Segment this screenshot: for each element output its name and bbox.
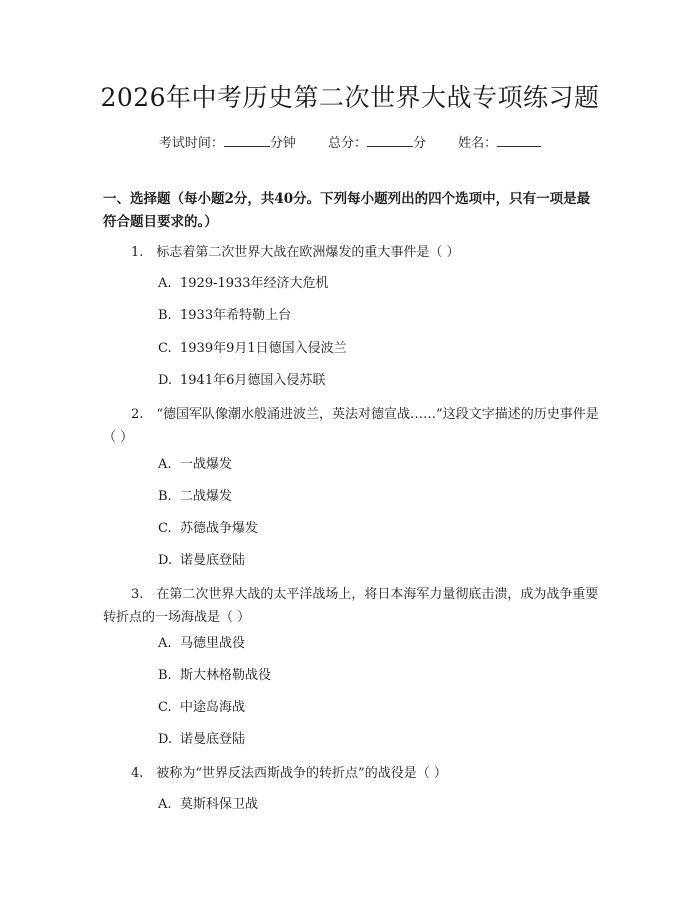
total-score-unit: 分 <box>413 136 427 151</box>
question-2-option-d[interactable] <box>158 551 245 571</box>
question-3-option-b[interactable] <box>158 666 271 686</box>
option-letter: B. <box>158 308 172 323</box>
option-text: 二战爆发 <box>180 489 233 504</box>
student-name-blank[interactable] <box>497 133 541 147</box>
section-heading: 一、选择题（每小题2分，共40分。下列每小题列出的四个选项中，只有一项是最符合题目要求的。） <box>103 191 591 230</box>
question-4-stem: 4. 被称为“世界反法西斯战争的转折点”的战役是（ ） <box>131 766 447 781</box>
total-score-field <box>328 133 426 153</box>
option-text: 马德里战役 <box>180 636 246 651</box>
option-letter: C. <box>158 700 172 715</box>
option-letter: A. <box>158 457 172 472</box>
student-name-field <box>458 133 541 153</box>
exam-time-unit: 分钟 <box>269 136 296 151</box>
option-letter: A. <box>158 636 172 651</box>
question-2-option-c[interactable] <box>158 519 258 539</box>
option-letter: D. <box>158 732 173 747</box>
option-text: 斯大林格勒战役 <box>180 668 272 683</box>
exam-time-blank[interactable] <box>224 133 270 147</box>
option-text: 中途岛海战 <box>180 700 246 715</box>
option-letter: C. <box>158 341 172 356</box>
option-text: 1933年希特勒上台 <box>180 308 292 323</box>
option-letter: B. <box>158 489 172 504</box>
option-letter: B. <box>158 668 172 683</box>
question-1-option-a[interactable] <box>158 274 329 294</box>
total-score-blank[interactable] <box>367 133 413 147</box>
total-score-label: 总分： <box>327 136 367 151</box>
question-3-option-d[interactable] <box>158 730 245 750</box>
question-2-stem: 2. “德国军队像潮水般涌进波兰，英法对德宣战……”这段文字描述的历史事件是（ ） <box>103 407 599 445</box>
option-text: 苏德战争爆发 <box>180 521 259 536</box>
option-letter: A. <box>158 797 172 812</box>
exam-time-label: 考试时间： <box>158 136 224 151</box>
question-4-option-a[interactable] <box>158 795 258 815</box>
page-title: 2026年中考历史第二次世界大战专项练习题 <box>100 83 600 112</box>
question-2-option-a[interactable] <box>158 455 232 475</box>
option-letter: A. <box>158 276 172 291</box>
question-1-option-c[interactable] <box>158 339 347 359</box>
question-3-option-c[interactable] <box>158 698 245 718</box>
question-3-option-a[interactable] <box>158 634 245 654</box>
option-text: 1941年6月德国入侵苏联 <box>180 373 326 388</box>
option-text: 1929-1933年经济大危机 <box>180 276 329 291</box>
option-text: 一战爆发 <box>180 457 233 472</box>
option-text: 诺曼底登陆 <box>180 732 246 747</box>
option-letter: D. <box>158 553 173 568</box>
question-3-stem: 3. 在第二次世界大战的太平洋战场上，将日本海军力量彻底击溃，成为战争重要转折点的一场海战是（ ） <box>103 587 599 625</box>
question-1-option-d[interactable] <box>158 371 325 391</box>
exam-time-field <box>159 133 296 153</box>
option-letter: D. <box>158 373 173 388</box>
option-text: 诺曼底登陆 <box>180 553 246 568</box>
question-1-stem: 1. 标志着第二次世界大战在欧洲爆发的重大事件是（ ） <box>131 245 460 260</box>
question-1-option-b[interactable] <box>158 306 291 326</box>
option-text: 1939年9月1日德国入侵波兰 <box>180 341 347 356</box>
option-letter: C. <box>158 521 172 536</box>
question-2-option-b[interactable] <box>158 487 232 507</box>
student-name-label: 姓名： <box>458 136 498 151</box>
option-text: 莫斯科保卫战 <box>180 797 259 812</box>
exam-info-line <box>0 133 700 153</box>
